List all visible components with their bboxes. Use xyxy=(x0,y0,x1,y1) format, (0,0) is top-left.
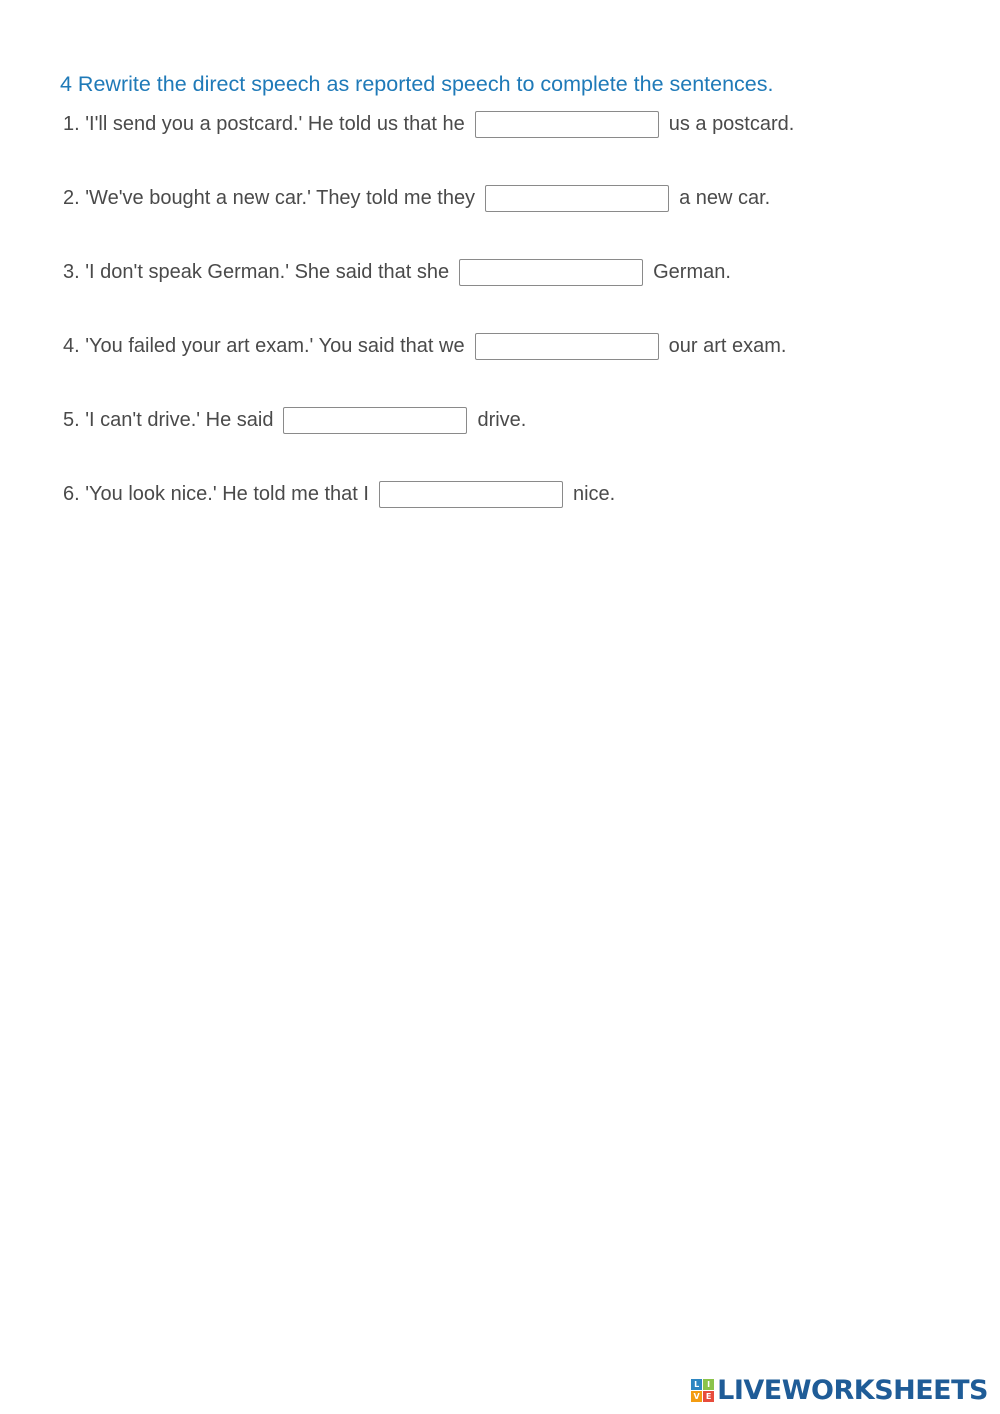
answer-input-3[interactable] xyxy=(459,259,643,286)
item-ending: us a postcard. xyxy=(668,112,795,135)
exercise-item-4 xyxy=(63,332,786,360)
item-ending: our art exam. xyxy=(668,334,787,357)
answer-input-2[interactable] xyxy=(485,185,669,212)
item-prompt: 1. 'I'll send you a postcard.' He told us that he xyxy=(63,112,465,135)
logo-mark-cell: E xyxy=(703,1391,714,1402)
exercise-item-6 xyxy=(63,480,615,508)
exercise-item-3 xyxy=(63,258,731,286)
item-prompt: 5. 'I can't drive.' He said xyxy=(63,408,274,431)
logo-mark-cell: I xyxy=(703,1379,714,1390)
item-prompt: 6. 'You look nice.' He told me that I xyxy=(63,482,369,505)
exercise-item-5 xyxy=(63,406,526,434)
logo-mark-cell: L xyxy=(691,1379,702,1390)
logo-text: LIVEWORKSHEETS xyxy=(717,1374,988,1406)
answer-input-6[interactable] xyxy=(379,481,563,508)
instruction-heading: 4 Rewrite the direct speech as reported speech to complete the sentences. xyxy=(60,72,774,96)
item-prompt: 3. 'I don't speak German.' She said that she xyxy=(63,260,450,283)
liveworksheets-logo xyxy=(691,1374,988,1406)
item-prompt: 4. 'You failed your art exam.' You said that we xyxy=(63,334,465,357)
exercise-item-1 xyxy=(63,110,794,138)
answer-input-4[interactable] xyxy=(475,333,659,360)
item-ending: nice. xyxy=(572,482,616,505)
item-prompt: 2. 'We've bought a new car.' They told me they xyxy=(63,186,476,209)
logo-mark-cell: V xyxy=(691,1391,702,1402)
item-ending: a new car. xyxy=(679,186,771,209)
exercise-item-2 xyxy=(63,184,770,212)
item-ending: German. xyxy=(653,260,731,283)
item-ending: drive. xyxy=(477,408,527,431)
answer-input-5[interactable] xyxy=(283,407,467,434)
answer-input-1[interactable] xyxy=(475,111,659,138)
logo-mark-icon xyxy=(691,1379,714,1402)
